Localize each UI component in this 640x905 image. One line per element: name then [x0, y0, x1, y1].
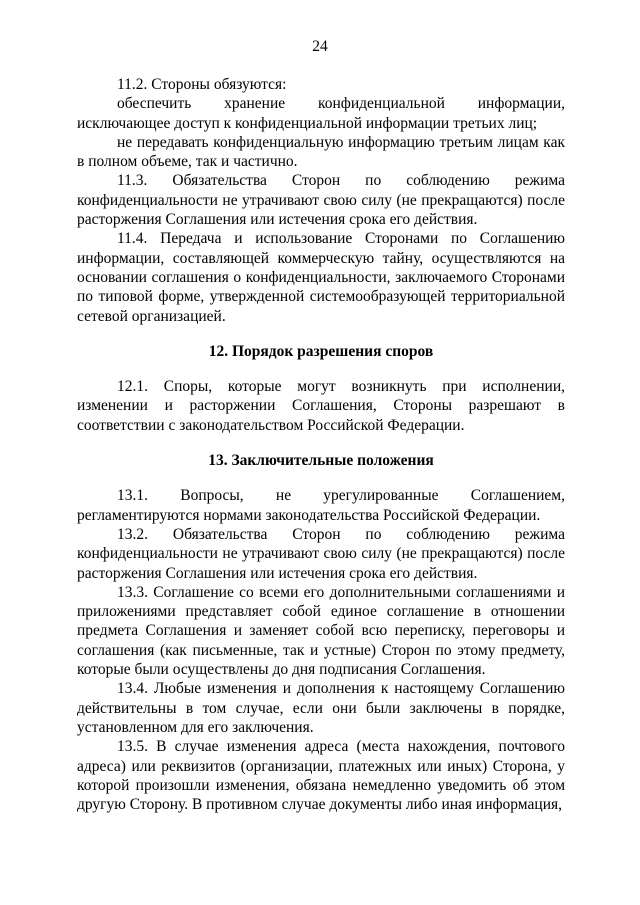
paragraph-11-2-b: не передавать конфиденциальную информацию третьим лицам как в полном объеме, так и частично.	[77, 133, 565, 171]
paragraph-11-2: 11.2. Стороны обязуются:	[117, 76, 287, 93]
paragraph-13-2: 13.2. Обязательства Сторон по соблюдению режима конфиденциальности не утрачивают свою силу (не прекращаются) после расторжения Соглашения или истечения срока его действия.	[77, 525, 565, 582]
paragraph-13-1: 13.1. Вопросы, не урегулированные Соглашением, регламентируются нормами законодательства Российской Федерации.	[77, 487, 565, 524]
section-heading-12: 12. Порядок разрешения споров	[208, 342, 434, 360]
paragraph-13-3: 13.3. Соглашение со всеми его дополнительными соглашениями и приложениями представляет собой единое соглашение в отношении предмета Соглашения и заменяет собой всю переписку, переговоры и соглашения (как письменные, так и устные) Сторон по этому предмету, которые были осуществлены до дня подписания Соглашения.	[77, 583, 565, 679]
paragraph-12-1: 12.1. Споры, которые могут возникнуть при исполнении, изменении и расторжении Соглашения, Стороны разрешают в соответствии с законодательством Российской Федерации.	[77, 378, 565, 434]
paragraph-11-4: 11.4. Передача и использование Сторонами по Соглашению информации, составляющей коммерческую тайну, осуществляются на основании соглашения о конфиденциальности, заключаемого Сторонами по типовой форме, утвержденной системообразующей территориальной сетевой организацией.	[77, 230, 565, 325]
paragraph-11-3: 11.3. Обязательства Сторон по соблюдению режима конфиденциальности не утрачивают свою силу (не прекращаются) после расторжения Соглашения или истечения срока его действия.	[77, 172, 565, 229]
paragraph-13-4: 13.4. Любые изменения и дополнения к настоящему Соглашению действительны в том случае, если они были заключены в порядке, установленном для его заключения.	[77, 680, 565, 736]
paragraph-13-5: 13.5. В случае изменения адреса (места нахождения, почтового адреса) или реквизитов (организации, платежных или иных) Сторона, у которой произошли изменения, обязана немедленно уведомить об этом другую Сторону. В противном случае документы либо иная информация,	[77, 738, 565, 814]
document-body	[77, 75, 565, 814]
paragraph-11-2-a: обеспечить хранение конфиденциальной информации, исключающее доступ к конфиденциальной информации третьих лиц;	[77, 95, 565, 132]
section-heading-13: 13. Заключительные положения	[208, 452, 434, 470]
page-number: 24	[312, 38, 328, 55]
